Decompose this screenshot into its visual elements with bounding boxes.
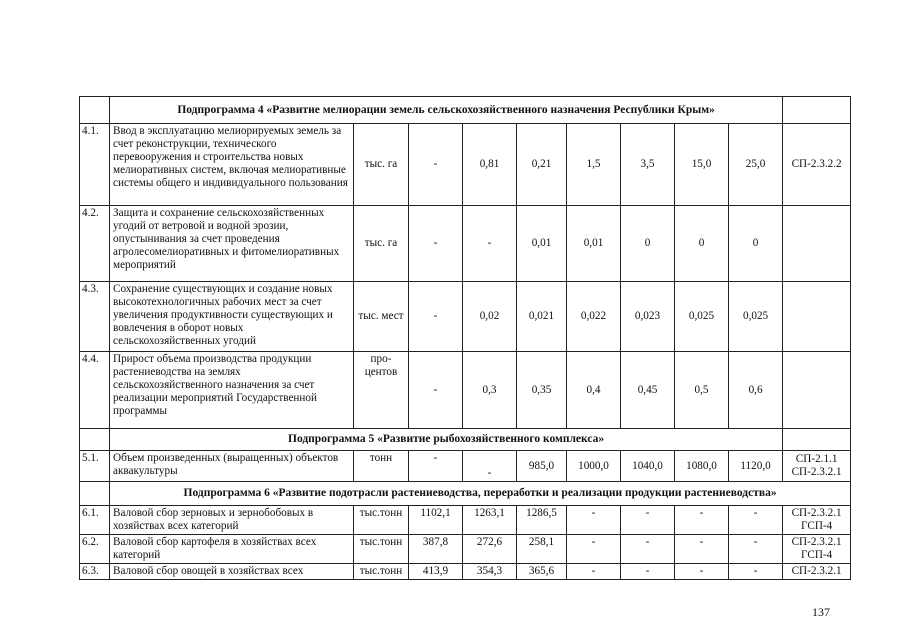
- subprogram-4-header: [80, 97, 851, 124]
- value-cell: 0,01: [517, 206, 567, 282]
- value-cell: -: [463, 206, 517, 282]
- row-number: 6.3.: [80, 564, 110, 580]
- value-cell: -: [621, 535, 675, 564]
- value-cell: -: [675, 506, 729, 535]
- reference-cell: СП-2.3.2.1 ГСП-4: [783, 506, 851, 535]
- unit: тыс.тонн: [354, 535, 409, 564]
- reference-cell: СП-2.3.2.1 ГСП-4: [783, 535, 851, 564]
- value-cell: 0,023: [621, 282, 675, 352]
- value-cell: 0,022: [567, 282, 621, 352]
- unit: тыс.тонн: [354, 564, 409, 580]
- value-cell: 413,9: [409, 564, 463, 580]
- value-cell: 0,4: [567, 352, 621, 429]
- indicator-name: Объем произведенных (выращенных) объектов аквакультуры: [110, 451, 354, 482]
- row-number: 4.4.: [80, 352, 110, 429]
- reference-cell: СП-2.3.2.2: [783, 124, 851, 206]
- subprogram-5-header: [80, 429, 851, 451]
- reference-cell: СП-2.3.2.1: [783, 564, 851, 580]
- value-cell: 1263,1: [463, 506, 517, 535]
- value-cell: -: [409, 352, 463, 429]
- value-cell: 0,45: [621, 352, 675, 429]
- subprogram-num-cell: [80, 429, 110, 451]
- indicator-name: Защита и сохранение сельскохозяйственных угодий от ветровой и водной эрозии, опустынивания за счет проведения агролесомелиоративных и фитомелиоративных мероприятий: [110, 206, 354, 282]
- value-cell: 0: [621, 206, 675, 282]
- value-cell: 0,35: [517, 352, 567, 429]
- unit: про-центов: [354, 352, 409, 429]
- value-cell: 0,01: [567, 206, 621, 282]
- value-cell: 0,02: [463, 282, 517, 352]
- table-row: [80, 124, 851, 206]
- value-cell: 15,0: [675, 124, 729, 206]
- value-cell: 365,6: [517, 564, 567, 580]
- unit: тонн: [354, 451, 409, 482]
- value-cell: -: [463, 451, 517, 482]
- table-row: [80, 564, 851, 580]
- indicators-table: [79, 96, 851, 580]
- reference-cell: [783, 206, 851, 282]
- table-row: [80, 535, 851, 564]
- value-cell: 0,3: [463, 352, 517, 429]
- value-cell: -: [567, 506, 621, 535]
- value-cell: 0: [675, 206, 729, 282]
- unit: тыс. га: [354, 124, 409, 206]
- page-number: 137: [812, 605, 830, 619]
- table-row: [80, 451, 851, 482]
- value-cell: -: [409, 206, 463, 282]
- reference-cell: [783, 282, 851, 352]
- value-cell: 0,025: [675, 282, 729, 352]
- value-cell: -: [675, 535, 729, 564]
- value-cell: 1102,1: [409, 506, 463, 535]
- value-cell: 0,21: [517, 124, 567, 206]
- subprogram-4-title: Подпрограмма 4 «Развитие мелиорации земель сельскохозяйственного назначения Республики Крым»: [110, 97, 783, 124]
- value-cell: -: [729, 564, 783, 580]
- row-number: 4.2.: [80, 206, 110, 282]
- value-cell: -: [729, 506, 783, 535]
- value-cell: 0,5: [675, 352, 729, 429]
- table-row: [80, 206, 851, 282]
- value-cell: 1040,0: [621, 451, 675, 482]
- indicator-name: Валовой сбор зерновых и зернобобовых в хозяйствах всех категорий: [110, 506, 354, 535]
- subprogram-6-title: Подпрограмма 6 «Развитие подотрасли растениеводства, переработки и реализации продукции растениеводства»: [110, 482, 851, 506]
- row-number: 5.1.: [80, 451, 110, 482]
- value-cell: -: [729, 535, 783, 564]
- value-cell: 25,0: [729, 124, 783, 206]
- unit: тыс. мест: [354, 282, 409, 352]
- value-cell: 0,025: [729, 282, 783, 352]
- indicator-name: Ввод в эксплуатацию мелиорируемых земель за счет реконструкции, технического перевооружения и строительства новых мелиоративных систем, включая мелиоративные системы общего и индивидуального пользования: [110, 124, 354, 206]
- subprogram-ref-cell: [783, 429, 851, 451]
- subprogram-5-title: Подпрограмма 5 «Развитие рыбохозяйственного комплекса»: [110, 429, 783, 451]
- value-cell: 387,8: [409, 535, 463, 564]
- value-cell: 0: [729, 206, 783, 282]
- indicator-name: Валовой сбор картофеля в хозяйствах всех категорий: [110, 535, 354, 564]
- unit: тыс.тонн: [354, 506, 409, 535]
- value-cell: -: [621, 564, 675, 580]
- indicator-name: Сохранение существующих и создание новых высокотехнологичных рабочих мест за счет увеличения продуктивности существующих и вовлечения в оборот новых сельскохозяйственных угодий: [110, 282, 354, 352]
- value-cell: -: [567, 564, 621, 580]
- table-row: [80, 506, 851, 535]
- subprogram-num-cell: [80, 97, 110, 124]
- row-number: 6.1.: [80, 506, 110, 535]
- subprogram-ref-cell: [783, 97, 851, 124]
- value-cell: -: [675, 564, 729, 580]
- indicator-name: Прирост объема производства продукции растениеводства на землях сельскохозяйственного назначения за счет реализации мероприятий Государственной программы: [110, 352, 354, 429]
- row-number: 4.3.: [80, 282, 110, 352]
- row-number: 4.1.: [80, 124, 110, 206]
- value-cell: -: [409, 282, 463, 352]
- value-cell: 258,1: [517, 535, 567, 564]
- subprogram-6-header: [80, 482, 851, 506]
- value-cell: 1,5: [567, 124, 621, 206]
- table-row: [80, 352, 851, 429]
- unit: тыс. га: [354, 206, 409, 282]
- value-cell: 0,021: [517, 282, 567, 352]
- subprogram-num-cell: [80, 482, 110, 506]
- value-cell: 1286,5: [517, 506, 567, 535]
- value-cell: 0,81: [463, 124, 517, 206]
- value-cell: 985,0: [517, 451, 567, 482]
- indicator-name: Валовой сбор овощей в хозяйствах всех: [110, 564, 354, 580]
- value-cell: 0,6: [729, 352, 783, 429]
- value-cell: 1000,0: [567, 451, 621, 482]
- value-cell: 272,6: [463, 535, 517, 564]
- value-cell: 1120,0: [729, 451, 783, 482]
- value-cell: 1080,0: [675, 451, 729, 482]
- value-cell: -: [409, 451, 463, 482]
- value-cell: -: [567, 535, 621, 564]
- value-cell: -: [621, 506, 675, 535]
- reference-cell: [783, 352, 851, 429]
- row-number: 6.2.: [80, 535, 110, 564]
- value-cell: -: [409, 124, 463, 206]
- reference-cell: СП-2.1.1 СП-2.3.2.1: [783, 451, 851, 482]
- table-row: [80, 282, 851, 352]
- value-cell: 354,3: [463, 564, 517, 580]
- value-cell: 3,5: [621, 124, 675, 206]
